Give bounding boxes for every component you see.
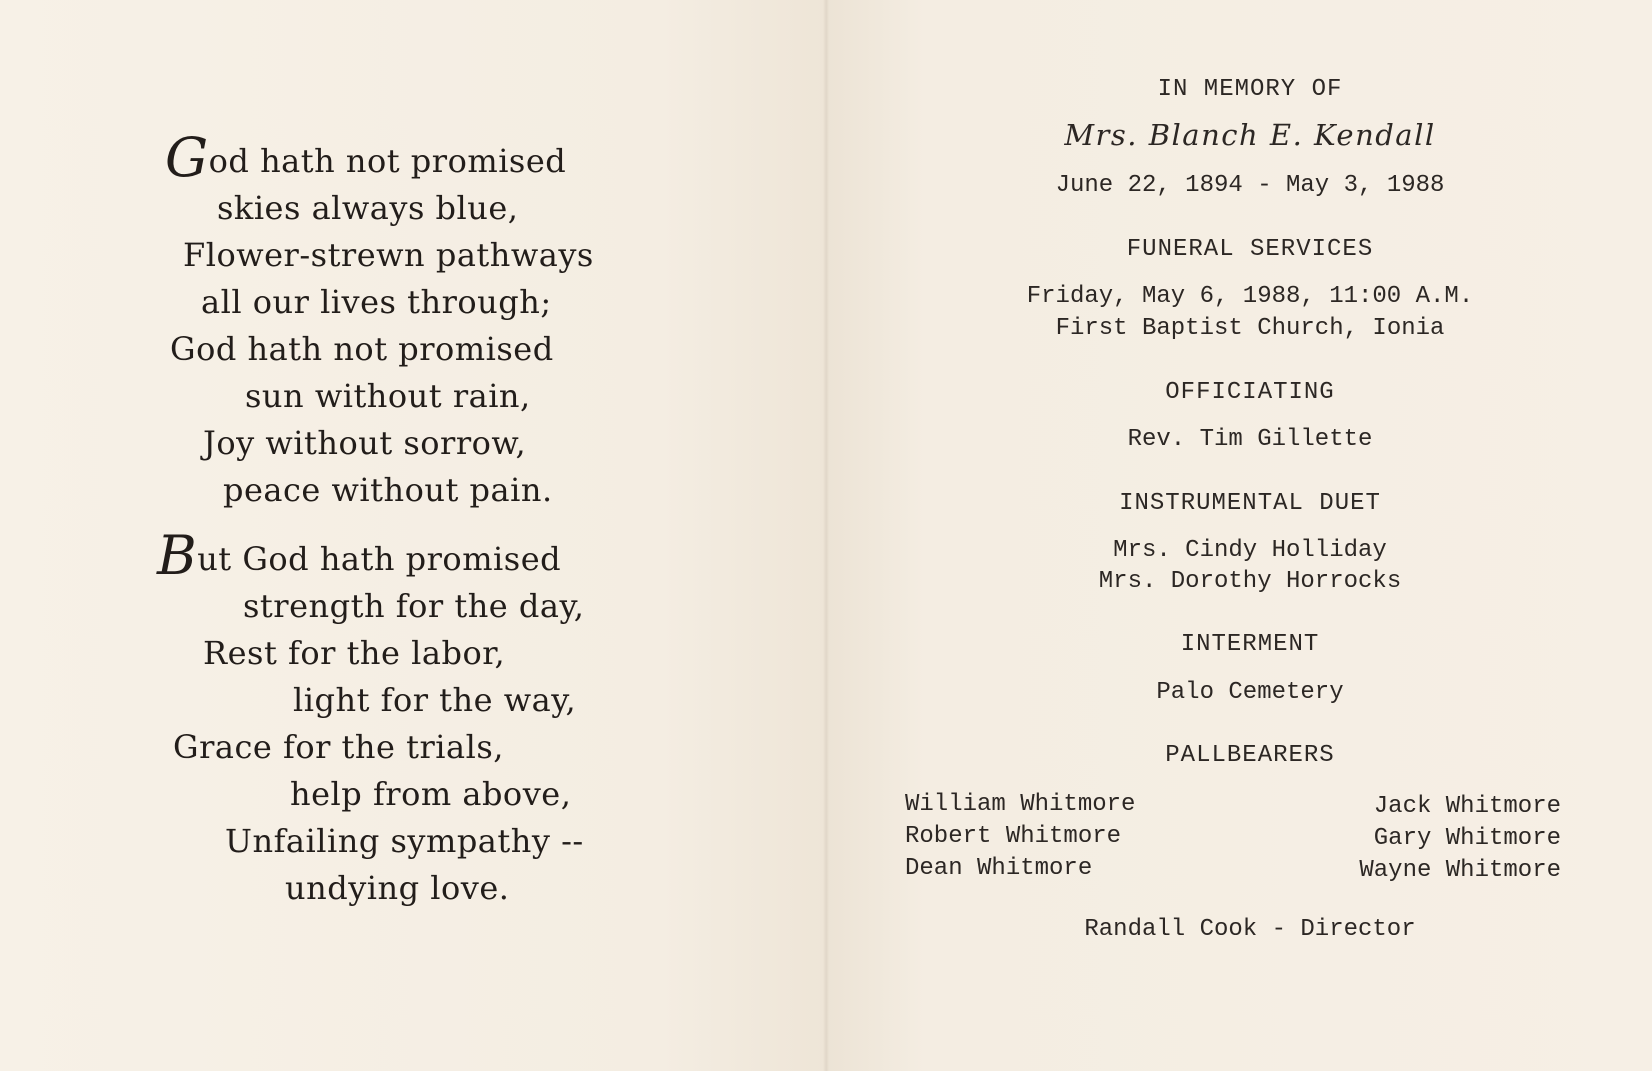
officiating-heading: OFFICIATING bbox=[1165, 379, 1335, 406]
poem-line: skies always blue, bbox=[217, 189, 519, 227]
poem-line: Flower-strewn pathways bbox=[183, 236, 594, 274]
services-datetime: Friday, May 6, 1988, 11:00 A.M. bbox=[1026, 283, 1474, 310]
duet-heading: INSTRUMENTAL DUET bbox=[1119, 490, 1381, 517]
poem-line: Unfailing sympathy -- bbox=[225, 822, 584, 860]
pallbearer: Dean Whitmore bbox=[905, 855, 1093, 882]
funeral-director: Randall Cook - Director bbox=[1084, 916, 1416, 943]
services-heading: FUNERAL SERVICES bbox=[1126, 236, 1374, 263]
life-dates: June 22, 1894 - May 3, 1988 bbox=[1055, 172, 1445, 199]
poem-line: God hath not promised bbox=[170, 330, 554, 368]
poem-line: Joy without sorrow, bbox=[203, 424, 527, 462]
interment-heading: INTERMENT bbox=[1180, 631, 1320, 658]
poem-stanza-2 bbox=[157, 524, 625, 912]
pallbearer: Gary Whitmore bbox=[1373, 825, 1561, 852]
officiant: Rev. Tim Gillette bbox=[1127, 426, 1373, 453]
poem-line bbox=[165, 126, 625, 189]
poem-line: sun without rain, bbox=[245, 377, 531, 415]
deceased-name: Mrs. Blanch E. Kendall bbox=[1064, 118, 1436, 152]
pallbearer: Jack Whitmore bbox=[1373, 793, 1561, 820]
poem-line-text: ut God hath promised bbox=[197, 540, 562, 578]
memory-heading: IN MEMORY OF bbox=[1157, 76, 1343, 103]
pallbearers-heading: PALLBEARERS bbox=[1165, 742, 1335, 769]
poem-stanza-1 bbox=[165, 126, 625, 514]
dropcap: G bbox=[165, 126, 209, 189]
services-place: First Baptist Church, Ionia bbox=[1055, 315, 1445, 342]
pallbearer: William Whitmore bbox=[905, 791, 1136, 818]
pallbearer: Wayne Whitmore bbox=[1359, 857, 1561, 884]
duet-performer: Mrs. Cindy Holliday bbox=[1113, 537, 1387, 564]
poem-line: Rest for the labor, bbox=[203, 634, 506, 672]
duet-performer: Mrs. Dorothy Horrocks bbox=[1098, 568, 1402, 595]
poem-line-text: od hath not promised bbox=[208, 142, 567, 180]
poem-line: peace without pain. bbox=[223, 471, 553, 509]
poem-line: strength for the day, bbox=[243, 587, 585, 625]
interment-place: Palo Cemetery bbox=[1156, 679, 1344, 706]
poem-line bbox=[157, 524, 625, 587]
poem-line: undying love. bbox=[285, 869, 510, 907]
page-fold bbox=[823, 0, 829, 1071]
poem bbox=[157, 126, 625, 912]
dropcap: B bbox=[157, 524, 198, 587]
poem-line: Grace for the trials, bbox=[173, 728, 504, 766]
poem-line: all our lives through; bbox=[201, 283, 552, 321]
right-page bbox=[826, 0, 1652, 1071]
pallbearer: Robert Whitmore bbox=[905, 823, 1122, 850]
poem-line: light for the way, bbox=[293, 681, 577, 719]
poem-line: help from above, bbox=[290, 775, 572, 813]
